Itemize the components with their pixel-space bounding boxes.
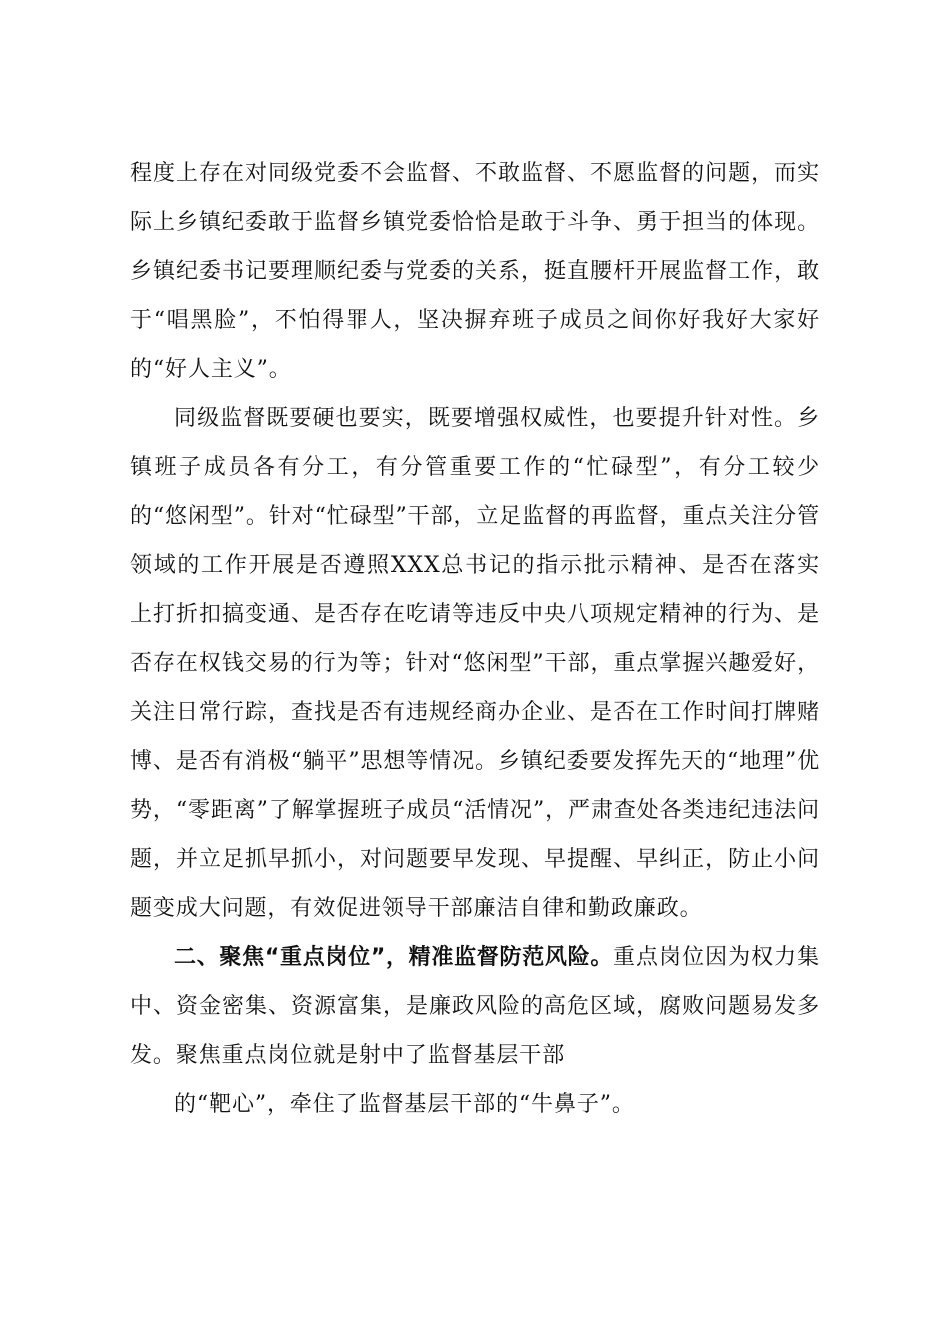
section-body-line-1: 重点岗位因为权力集中、资金密集、资源富集，是廉政风险的高危区域，腐败问题易发多发。聚焦重点岗位就是射中了监督基层干部 — [130, 945, 820, 1068]
section-body-line-2: 的“靶心”，牵住了监督基层干部的“牛鼻子”。 — [174, 1092, 635, 1117]
document-body — [130, 149, 820, 1129]
paragraph-key-positions — [130, 933, 820, 1129]
section-heading: 二、聚焦“重点岗位”，精准监督防范风险。 — [174, 945, 614, 970]
paragraph-peer-supervision: 同级监督既要硬也要实，既要增强权威性，也要提升针对性。乡镇班子成员各有分工，有分管重要工作的“忙碌型”，有分工较少的“悠闲型”。针对“忙碌型”干部，立足监督的再监督，重点关注分管领域的工作开展是否遵照XXX总书记的指示批示精神、是否在落实上打折扣搞变通、是否存在吃请等违反中央八项规定精神的行为、是否存在权钱交易的行为等；针对“悠闲型”干部，重点掌握兴趣爱好，关注日常行踪，查找是否有违规经商办企业、是否在工作时间打牌赌博、是否有消极“躺平”思想等情况。乡镇纪委要发挥先天的“地理”优势，“零距离”了解掌握班子成员“活情况”，严肃查处各类违纪违法问题，并立足抓早抓小，对问题要早发现、早提醒、早纠正，防止小问题变成大问题，有效促进领导干部廉洁自律和勤政廉政。 — [130, 406, 820, 921]
paragraph-continuation: 程度上存在对同级党委不会监督、不敢监督、不愿监督的问题，而实际上乡镇纪委敢于监督乡镇党委恰恰是敢于斗争、勇于担当的体现。乡镇纪委书记要理顺纪委与党委的关系，挺直腰杆开展监督工作，敢于“唱黑脸”，不怕得罪人，坚决摒弃班子成员之间你好我好大家好的“好人主义”。 — [130, 161, 820, 382]
